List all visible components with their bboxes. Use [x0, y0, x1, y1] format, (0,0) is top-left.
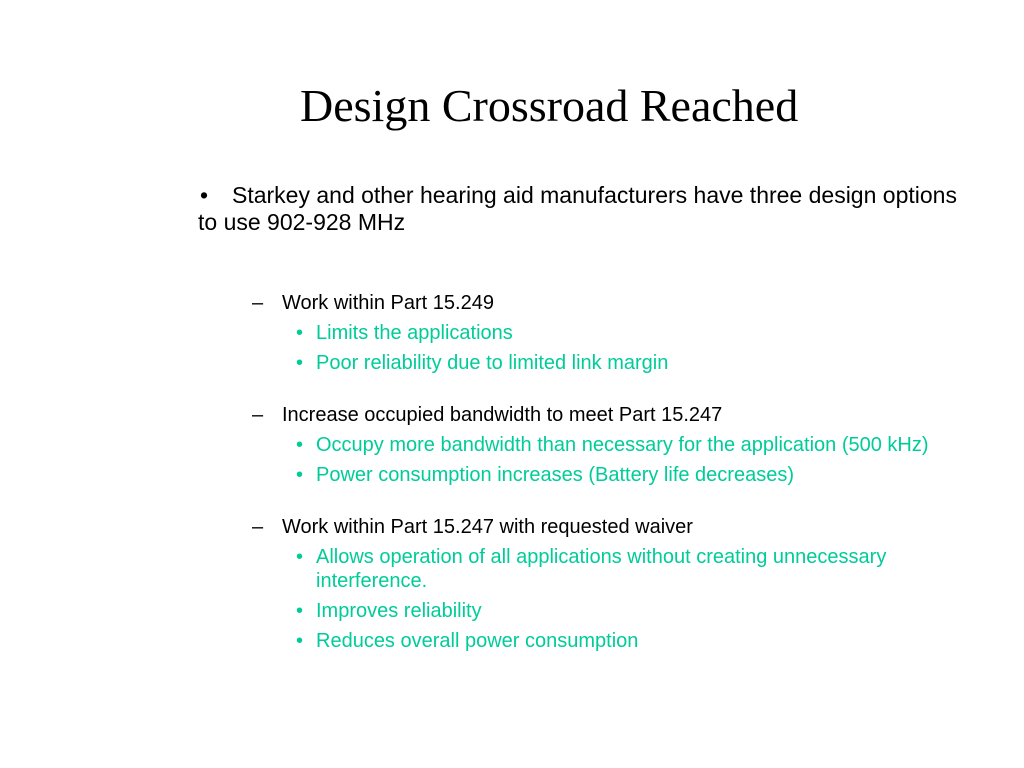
bullet-icon: • — [296, 600, 304, 622]
option-heading — [252, 515, 998, 539]
option-1 — [252, 291, 998, 375]
list-item-text: Allows operation of all applications without creating unnecessary interference. — [316, 546, 887, 592]
list-item — [292, 599, 998, 623]
bullet-icon: • — [296, 434, 304, 456]
main-bullet-point — [198, 182, 958, 236]
option-heading — [252, 403, 998, 427]
slide-title: Design Crossroad Reached — [300, 80, 799, 131]
option-3 — [252, 515, 998, 653]
list-item-text: Occupy more bandwidth than necessary for the application (500 kHz) — [316, 434, 929, 456]
list-item — [292, 629, 998, 653]
bullet-icon: • — [296, 352, 304, 374]
option-heading-text: Increase occupied bandwidth to meet Part 15.247 — [282, 404, 723, 426]
list-item-text: Reduces overall power consumption — [316, 630, 639, 652]
option-points — [292, 321, 998, 375]
bullet-icon: • — [296, 546, 304, 568]
list-item-text: Power consumption increases (Battery life decreases) — [316, 464, 794, 486]
dash-icon: – — [252, 516, 264, 538]
slide-body — [198, 182, 998, 681]
list-item — [292, 351, 998, 375]
option-points — [292, 433, 998, 487]
option-2 — [252, 403, 998, 487]
bullet-icon: • — [296, 464, 304, 486]
list-item-text: Limits the applications — [316, 322, 513, 344]
list-item — [292, 321, 998, 345]
option-heading-text: Work within Part 15.249 — [282, 292, 494, 314]
bullet-icon: • — [200, 182, 209, 208]
dash-icon: – — [252, 292, 264, 314]
list-item-text: Poor reliability due to limited link margin — [316, 352, 669, 374]
list-item — [292, 545, 998, 593]
option-heading-text: Work within Part 15.247 with requested waiver — [282, 516, 693, 538]
option-heading — [252, 291, 998, 315]
bullet-icon: • — [296, 322, 304, 344]
bullet-icon: • — [296, 630, 304, 652]
option-points — [292, 545, 998, 653]
list-item — [292, 463, 998, 487]
list-item-text: Improves reliability — [316, 600, 482, 622]
main-point-text: Starkey and other hearing aid manufacturers have three design options to use 902-928 MHz — [198, 182, 957, 235]
dash-icon: – — [252, 404, 264, 426]
list-item — [292, 433, 998, 457]
